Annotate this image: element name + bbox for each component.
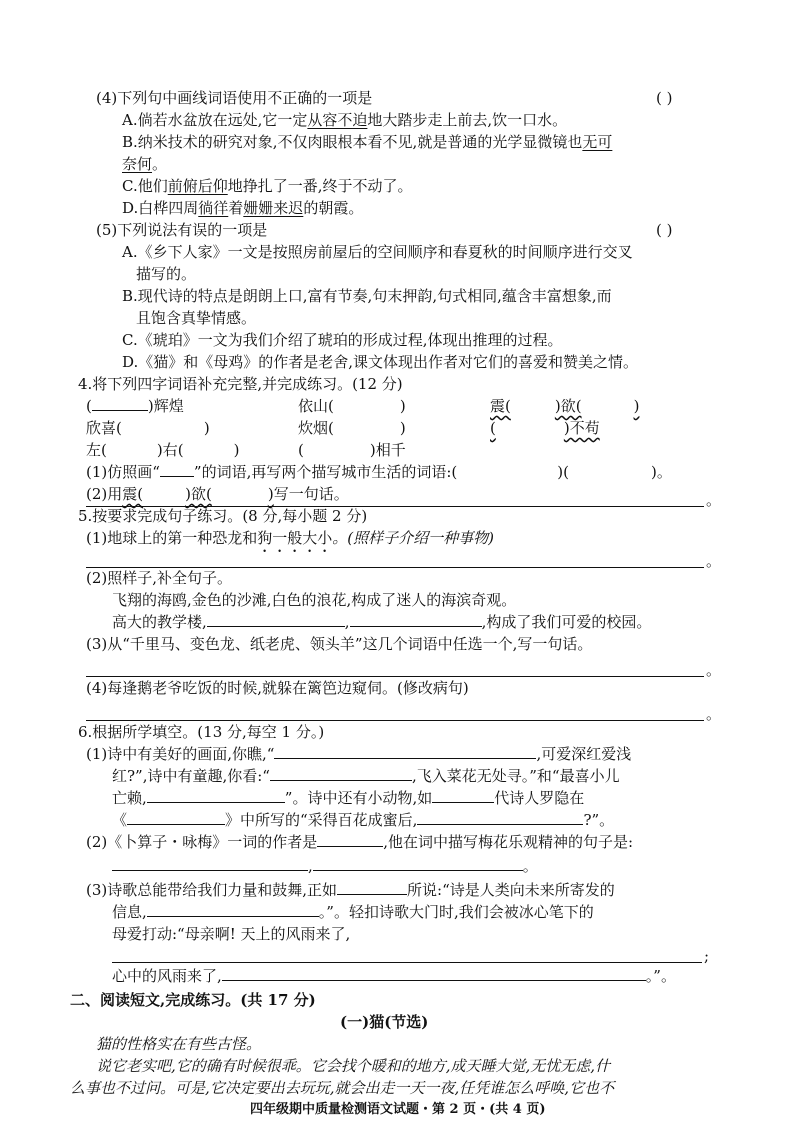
q6-line-4[interactable]: 《 》中所写的“采得百花成蜜后, ?”。 [112,811,615,829]
idiom-2[interactable]: 依山( ) [298,397,406,415]
q4-answer-period: 。 [706,491,722,509]
q4-option-a: A.倘若水盆放在远处,它一定从容不迫地大踏步走上前去,饮一口水。 [122,111,568,129]
q4-option-d: D.白桦四周徜徉着姗姗来迟的朝霞。 [122,199,364,217]
q4-part-2: (2)用震( )欲( )写一句话。 [86,485,349,503]
idiom-5[interactable]: 炊烟( ) [298,419,406,437]
q5-4-period: 。 [706,705,722,723]
q6-title: 6.根据所学填空。(13 分,每空 1 分。) [78,723,325,741]
q5-option-d: D.《猫》和《母鸡》的作者是老舍,课文体现出作者对它们的喜爱和赞美之情。 [122,353,639,371]
q5-option-b-cont: 且饱含真挚情感。 [136,309,257,327]
q6-line-9-end: ; [704,947,710,965]
q5-option-c: C.《琥珀》一文为我们介绍了琥珀的形成过程,体现出推理的过程。 [122,331,563,349]
q5-part-1: (1)地球上的第一种恐龙和狗一般大小。(照样子介绍一种事物) [86,529,494,547]
q5-part-4: (4)每逢鹅老爷吃饭的时候,就躲在篱笆边窥伺。(修改病句) [86,679,469,697]
q4-part-1: (1)仿照画“ ”的词语,再写两个描写城市生活的词语:( )( )。 [86,463,672,481]
page-footer: 四年级期中质量检测语文试题・第 2 页・(共 4 页) [250,1102,546,1117]
q6-line-3[interactable]: 亡赖, ”。诗中还有小动物,如 代诗人罗隐在 [112,789,585,807]
q6-line-1[interactable]: (1)诗中有美好的画面,你瞧,“ ,可爱深红爱浅 [86,745,632,763]
idiom-6[interactable]: ( )不苟 [490,419,600,437]
q4-stem: (4)下列句中画线词语使用不正确的一项是 [96,89,373,107]
q6-line-9: 母爱打动:“母亲啊! 天上的风雨来了, [112,925,351,943]
q5-2-fill[interactable]: 高大的教学楼, , ,构成了我们可爱的校园。 [112,613,652,631]
q5-stem: (5)下列说法有误的一项是 [96,221,268,239]
section-2-title: 二、阅读短文,完成练习。(共 17 分) [70,991,316,1009]
q5-answer-paren[interactable]: ( ) [656,221,673,239]
idiom-4[interactable]: 欣喜( ) [86,419,210,437]
q4-option-b-cont: 奈何。 [122,155,168,173]
q4-answer-paren[interactable]: ( ) [656,89,673,107]
q5-3-period: 。 [706,661,722,679]
q5-part-3: (3)从“千里马、变色龙、纸老虎、领头羊”这几个词语中任选一个,写一句话。 [86,635,593,653]
q4-title: 4.将下列四字词语补充完整,并完成练习。(12 分) [78,375,403,393]
q6-line-6[interactable]: , 。 [112,856,538,876]
q4-option-c: C.他们前俯后仰地挣扎了一番,终于不动了。 [122,177,413,195]
q6-line-5[interactable]: (2)《卜算子・咏梅》一词的作者是 ,他在词中描写梅花乐观精神的句子是: [86,833,634,851]
idiom-1[interactable]: ( )辉煌 [86,397,184,415]
passage-line-2: 说它老实吧,它的确有时候很乖。它会找个暖和的地方,成天睡大觉,无忧无虑,什 [96,1057,611,1075]
q5-4-answer-line[interactable] [86,720,704,721]
q5-1-period: 。 [706,552,722,570]
q6-line-2[interactable]: 红?”,诗中有童趣,你看:“ ,飞入菜花无处寻。”和“最喜小儿 [112,767,620,785]
q6-line-9-blank[interactable] [112,962,702,963]
idiom-3[interactable]: 震( )欲( ) [490,397,640,415]
q6-line-8[interactable]: 信息, 。”。轻扣诗歌大门时,我们会被冰心笔下的 [112,903,594,921]
passage-line-3: 么事也不过问。可是,它决定要出去玩玩,就会出走一天一夜,任凭谁怎么呼唤,它也不 [70,1079,615,1097]
passage-title: (一)猫(节选) [340,1013,429,1031]
q5-option-b: B.现代诗的特点是朗朗上口,富有节奏,句末押韵,句式相同,蕴含丰富想象,而 [122,287,612,305]
q6-line-7[interactable]: (3)诗歌总能带给我们力量和鼓舞,正如 所说:“诗是人类向未来所寄发的 [86,881,615,899]
q5-option-a-cont: 描写的。 [136,265,197,283]
idiom-8[interactable]: ( )相千 [298,441,406,459]
q5-3-answer-line[interactable] [86,676,704,677]
q6-line-10[interactable]: 心中的风雨来了, 。”。 [112,967,676,985]
q5-part-2: (2)照样子,补全句子。 [86,569,233,587]
q5-title: 5.按要求完成句子练习。(8 分,每小题 2 分) [78,507,368,525]
passage-line-1: 猫的性格实在有些古怪。 [96,1035,262,1053]
idiom-7[interactable]: 左( )右( ) [86,441,240,459]
q4-option-b: B.纳米技术的研究对象,不仅肉眼根本看不见,就是普通的光学显微镜也无可 [122,133,613,151]
q5-option-a: A.《乡下人家》一文是按照房前屋后的空间顺序和春夏秋的时间顺序进行交叉 [122,243,633,261]
q5-2-example: 飞翔的海鸥,金色的沙滩,白色的浪花,构成了迷人的海滨奇观。 [112,591,517,609]
